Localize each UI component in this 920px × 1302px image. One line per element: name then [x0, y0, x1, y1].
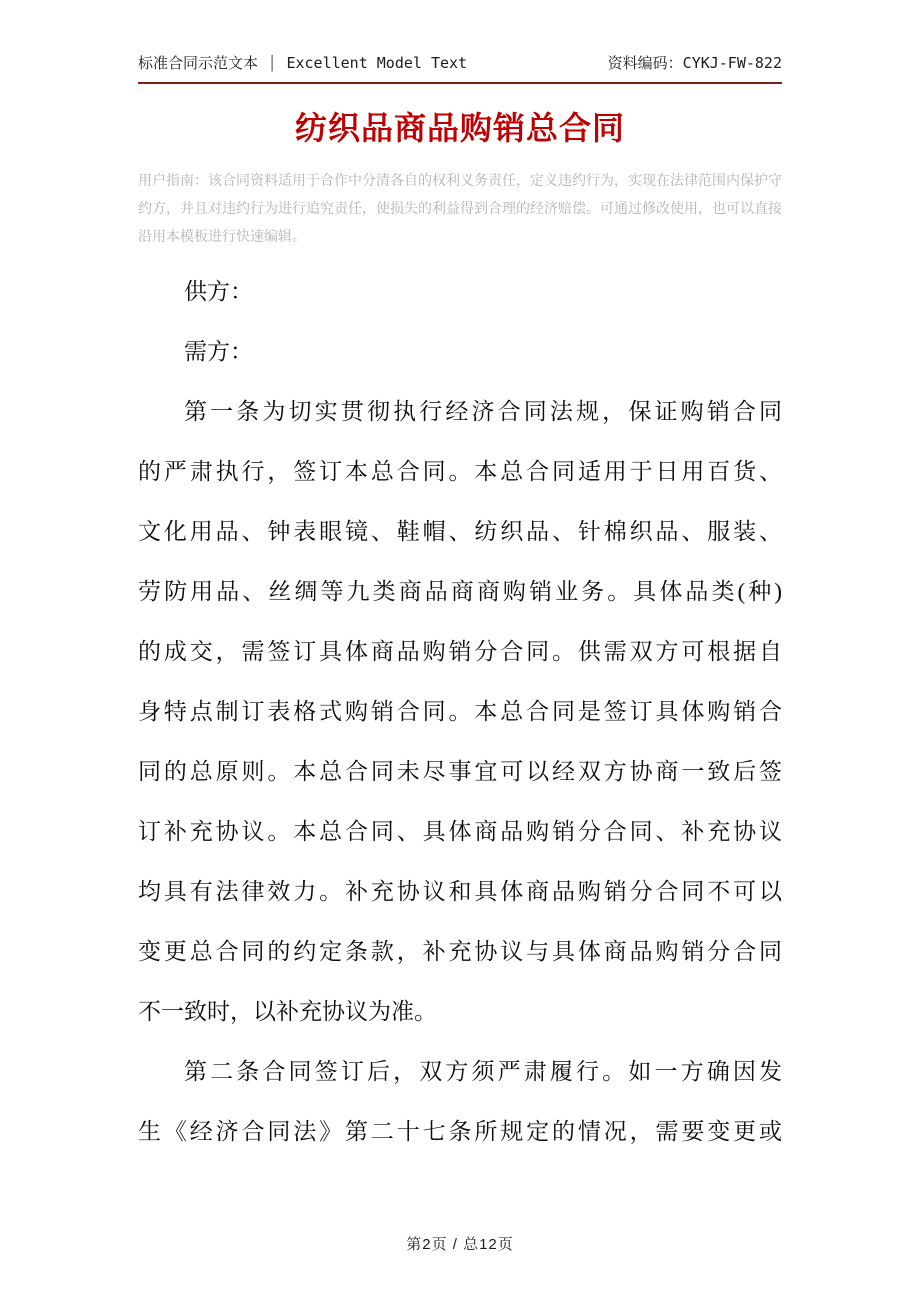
body-line: 均具有法律效力。补充协议和具体商品购销分合同不可以: [138, 879, 782, 904]
body-line-supplier: 供方：: [184, 279, 253, 304]
body-line: 的成交，需签订具体商品购销分合同。供需双方可根据自: [138, 639, 782, 664]
body-line: 劳防用品、丝绸等九类商品商商购销业务。具体品类(种): [138, 579, 782, 604]
body-line: 不一致时，以补充协议为准。: [138, 999, 437, 1024]
body-line: 的严肃执行，签订本总合同。本总合同适用于日用百货、: [138, 459, 782, 484]
user-guide-text: 用户指南：该合同资料适用于合作中分清各自的权利义务责任，定义违约行为，实现在法律范围内保护守约方，并且对违约行为进行追究责任，使损失的利益得到合理的经济赔偿。可通过修改使用，也可以直接沿用本模板进行快速编辑。: [138, 174, 782, 245]
page-number: 第2页 / 总12页: [406, 1236, 514, 1253]
page-header: [138, 0, 782, 84]
document-title: 纺织品商品购销总合同: [294, 110, 625, 146]
header-brand-group: [138, 52, 467, 73]
header-brand-en: Excellent Model Text: [286, 54, 468, 72]
body-line-buyer: 需方：: [184, 339, 253, 364]
body-line: 订补充协议。本总合同、具体商品购销分合同、补充协议: [138, 819, 782, 844]
body-line: 同的总原则。本总合同未尽事宜可以经双方协商一致后签: [138, 759, 782, 784]
body-line: 变更总合同的约定条款，补充协议与具体商品购销分合同: [138, 939, 782, 964]
header-rule: [138, 82, 782, 84]
header-brand-cn: 标准合同示范文本: [138, 54, 259, 72]
header-separator: │: [268, 56, 277, 72]
contract-body: [138, 262, 782, 1162]
page-footer: [0, 1233, 920, 1254]
body-line: 生《经济合同法》第二十七条所规定的情况，需要变更或: [138, 1119, 782, 1144]
header-doc-code: 资料编码：CYKJ-FW-822: [607, 54, 782, 72]
body-line: 文化用品、钟表眼镜、鞋帽、纺织品、针棉织品、服装、: [138, 519, 782, 544]
body-line: 第二条合同签订后，双方须严肃履行。如一方确因发: [184, 1059, 782, 1084]
body-line: 第一条为切实贯彻执行经济合同法规，保证购销合同: [184, 399, 782, 424]
body-line: 身特点制订表格式购销合同。本总合同是签订具体购销合: [138, 699, 782, 724]
